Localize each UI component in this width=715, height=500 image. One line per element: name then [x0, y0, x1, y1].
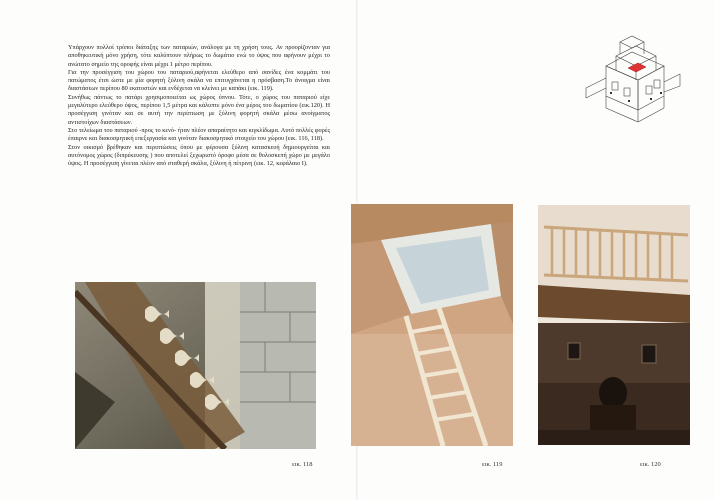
- photo-ladder-hatch: [351, 204, 513, 446]
- figure-caption-119: εικ. 119: [482, 461, 503, 468]
- figure-caption-118: εικ. 118: [292, 461, 313, 468]
- axonometric-house-drawing: [576, 26, 688, 126]
- photo-sleeping-loft: [538, 205, 690, 445]
- figure-caption-120: εικ. 120: [640, 461, 661, 468]
- paragraph: Στο τελείωμα του παταριού -προς το κενό- ήταν πλέον απαραίτητο και κιγκλίδωμα. Αυτό πολλές φορές έπαιρνε και διακοσμητική επεξεργασία και γινόταν διακοσμητικό στοιχείο του χώρου (εικ. 116, 118).: [68, 126, 330, 143]
- paragraph: Για την προσέγγιση του χώρου του παταριού,αφήνεται ελεύθερο από σανίδες ένα κομμάτι του πατώματος έτσι ώστε με μία φορητή ξύλινη σκάλα να επιτυγχάνεται η πρόσβαση.Το άνοιγμα είναι διαστάσεων περίπου 80 εκατοστών και ενδέχεται να κλείνει με καπάκι (εικ. 119).: [68, 68, 330, 93]
- paragraph: Στον οικισμό βρέθηκαν και περιπτώσεις όπου με φέρουσα ξύλινη κατασκευή δημιουργείται και αυτόνομος χώρος (διπρέκευσης ) που αποτελεί ξεχωριστό όροφο μέσα σε θολοσκεπή χώρο με μεγάλο ύψος. Η προσέγγιση γίνεται πλέον από σταθερή σκάλα, ξύλινη ή πέτρινη (εικ. 12, κεφάλαιο Ι).: [68, 143, 330, 168]
- body-text: [68, 44, 330, 168]
- photo-decorative-railing: [75, 282, 316, 449]
- paragraph: Υπάρχουν πολλοί τρόποι διάταξης των παταριών, ανάλογα με τη χρήση τους. Αν προορίζονταν για αποθηκευτική μόνο χρήση, τότε καλύπτουν πλήρως το δωμάτιο ενώ το ύψος που αφήνουν μέχρι το ανώτατο σημείο της οροφής είναι μέχρι 1 μέτρο περίπου.: [68, 44, 330, 68]
- paragraph: Συνήθως πάντως το πατάρι χρησιμοποιείται ως χώρος ύπνου. Τότε, ο χώρος του παταριού είχε μεγαλύτερο ελεύθερο ύψος, περίπου 1,5 μέτρα και κάλυπτε μόνο ένα μέρος του δωματίου (εικ.120). Η προσέγγιση γινόταν και σε αυτή την περίπτωση με ξύλινη φορητή σκάλα μέσω ανοίγματος αντιστοίχων διαστάσεων.: [68, 93, 330, 126]
